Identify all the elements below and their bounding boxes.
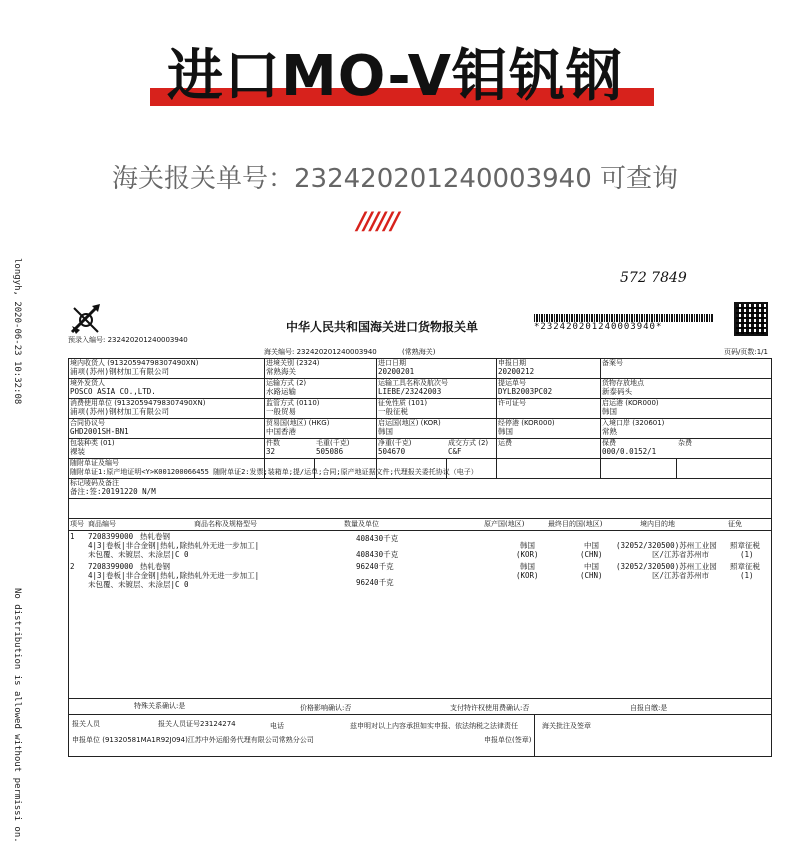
pieces-value: 32 [266,447,276,456]
phone-label: 电话 [270,722,284,730]
depart-port-label: 启运港 (KOR000) [602,399,659,407]
qr-code-icon [734,302,768,336]
legal-statement: 兹申明对以上内容承担如实申报、依法纳税之法律责任 [350,722,518,730]
item-1-spec: 4|3|卷板|非合金钢|热轧,除热轧外无进一步加工| [88,541,260,550]
item-1-origin-code: (KOR) [516,550,539,559]
handwritten-note: 572 7849 [620,270,687,286]
item-2-domestic: (32052/320500)苏州工业园 [616,562,717,571]
item-2-domestic-2: 区/江苏省苏州市 [652,571,710,580]
item-1-spec-2: 未包覆、未镀层、未涂层|C 0 [88,550,189,559]
insurance-value: 000/0.0152/1 [602,447,657,456]
item-2-spec-2: 未包覆、未镀层、未涂层|C 0 [88,580,189,589]
import-date-label: 进口日期 [378,359,406,367]
item-1-origin: 韩国 [520,541,535,550]
via-port-value: 韩国 [498,427,513,436]
tax-nature-value: 一般征税 [378,407,408,416]
item-1-qty-2: 408430千克 [356,550,399,559]
bill-label: 提运单号 [498,379,526,387]
consignee-value: 浦项(苏州)钢材加工有限公司 [70,367,170,376]
vessel-label: 运输工具名称及航次号 [378,379,448,387]
contract-label: 合同协议号 [70,419,105,427]
customs-number: 海关编号: 232420201240003940 [264,348,377,356]
bill-value: DYLB2003PC02 [498,387,553,396]
license-label: 许可证号 [498,399,526,407]
item-2-code: 7208399000 [88,562,134,571]
storage-value: 新泰码头 [602,387,632,396]
import-date-value: 20200201 [378,367,415,376]
consumer-value: 浦项(苏州)钢材加工有限公司 [70,407,170,416]
shipper-value: POSCO ASIA CO.,LTD. [70,387,156,396]
form-title: 中华人民共和国海关进口货物报关单 [286,320,479,334]
item-2-dest-code: (CHN) [580,571,603,580]
item-1-levy: 照章征税 [730,541,760,550]
gross-weight-value: 505086 [316,447,344,456]
decorative-slashes: ////// [357,207,398,235]
subtitle-declaration-number: 海关报关单号：232420201240003940 可查询 [111,164,679,194]
net-weight-label: 净重(千克) [378,439,412,447]
items-header-domestic: 境内目的地 [640,520,675,528]
storage-label: 货物存放地点 [602,379,644,387]
royalty-confirm: 支付特许权使用费确认:否 [450,704,530,712]
entry-port-code-value: 常熟 [602,427,617,436]
item-1-levy-code: (1) [740,550,754,559]
items-header-name: 商品名称及规格型号 [194,520,257,528]
item-2-levy: 照章征税 [730,562,760,571]
item-2-dest: 中国 [584,562,599,571]
item-2-origin: 韩国 [520,562,535,571]
trade-country-value: 中国香港 [266,427,296,436]
customs-declaration-document [64,258,776,824]
contract-value: GHD2001SH-BN1 [70,427,129,436]
barcode [534,314,714,322]
pre-entry-number: 预录入编号: 232420201240003940 [68,336,188,344]
attached-docs-label: 随附单证及编号 [70,459,119,467]
item-1-dest: 中国 [584,541,599,550]
item-2-spec: 4|3|卷板|非合金钢|热轧,除热轧外无进一步加工| [88,571,260,580]
trade-country-label: 贸易国(地区) (HKG) [266,419,330,427]
consumer-label: 消费使用单位 (91320594798307490XN) [70,399,206,407]
side-watermark-user-time: longyh, 2020-06-23 10:32:08 [12,258,22,405]
pieces-label: 件数 [266,439,280,447]
entry-port-code-label: 入境口岸 (320601) [602,419,665,427]
items-header-code: 商品编号 [88,520,116,528]
customs-note-label: 海关批注及签章 [542,722,591,730]
item-1-domestic-2: 区/江苏省苏州市 [652,550,710,559]
declarant-cert: 报关人员证号23124274 [158,720,236,728]
customs-name: (常熟海关) [402,348,436,356]
misc-fee-label: 杂费 [678,439,692,447]
shipper-label: 境外发货人 [70,379,105,387]
transport-value: 水路运输 [266,387,296,396]
depart-port-value: 韩国 [602,407,617,416]
attached-docs-value: 随附单证1:原产地证明<Y>K001200066455 随附单证2:发票;装箱单;提/运单;合同;原产地证据文件;代理报关委托协议（电子） [70,468,478,476]
self-declare-confirm: 自报自缴:是 [630,704,668,712]
customs-emblem-icon [68,302,104,338]
item-1-dest-code: (CHN) [580,550,603,559]
item-2-qty: 96240千克 [356,562,394,571]
special-relation-confirm: 特殊关系确认:是 [134,702,186,710]
transport-label: 运输方式 (2) [266,379,307,387]
pack-value: 裸装 [70,447,85,456]
declaring-unit-seal: 申报单位(签章) [484,736,532,744]
record-number-label: 备案号 [602,359,623,367]
item-2-qty-2: 96240千克 [356,578,394,587]
origin-country-label: 启运国(地区) (KOR) [378,419,441,427]
deal-method-value: C&F [448,447,462,456]
item-1-domestic: (32052/320500)苏州工业园 [616,541,717,550]
item-1-no: 1 [70,532,75,541]
gross-weight-label: 毛重(千克) [316,439,350,447]
declare-date-value: 20200212 [498,367,535,376]
item-1-code: 7208399000 [88,532,134,541]
consignee-label: 境内收货人 (91320594798307490XN) [70,359,199,367]
item-2-levy-code: (1) [740,571,754,580]
item-2-name: 热轧卷钢 [140,562,170,571]
page-title: 进口MO-V钼钒钢 [167,44,623,109]
price-impact-confirm: 价格影响确认:否 [300,704,352,712]
items-header-origin: 原产国(地区) [484,520,525,528]
marks-value: 备注:签:20191220 N/M [70,487,156,496]
freight-label: 运费 [498,439,512,447]
declare-date-label: 申报日期 [498,359,526,367]
item-2-no: 2 [70,562,75,571]
supervision-value: 一般贸易 [266,407,296,416]
items-header-dest: 最终目的国(地区) [548,520,603,528]
item-1-name: 热轧卷钢 [140,532,170,541]
tax-nature-label: 征免性质 (101) [378,399,428,407]
vessel-value: LIEBE/23242003 [378,387,442,396]
item-1-qty: 408430千克 [356,534,399,543]
marks-label: 标记唛码及备注 [70,479,119,487]
items-header-no: 项号 [70,520,84,528]
pack-label: 包装种类 (01) [70,439,115,447]
declarant-label: 报关人员 [72,720,100,728]
entry-port-value: 常熟海关 [266,367,296,376]
side-watermark-distribution: No distribution is allowed without permissi on. [12,588,22,843]
deal-method-label: 成交方式 (2) [448,439,489,447]
insurance-label: 保费 [602,439,616,447]
declaring-unit: 申报单位 (91320581MA1R92J094)江苏中外运船务代理有限公司常熟分公司 [72,736,314,744]
page-count: 页码/页数:1/1 [724,348,768,356]
origin-country-value: 韩国 [378,427,393,436]
items-header-levy: 征免 [728,520,742,528]
net-weight-value: 504670 [378,447,406,456]
entry-port-label: 进境关别 (2324) [266,359,320,367]
barcode-text: *232420201240003940* [534,322,663,332]
item-2-origin-code: (KOR) [516,571,539,580]
via-port-label: 经停港 (KOR000) [498,419,555,427]
items-header-qty: 数量及单位 [344,520,379,528]
supervision-label: 监管方式 (0110) [266,399,320,407]
